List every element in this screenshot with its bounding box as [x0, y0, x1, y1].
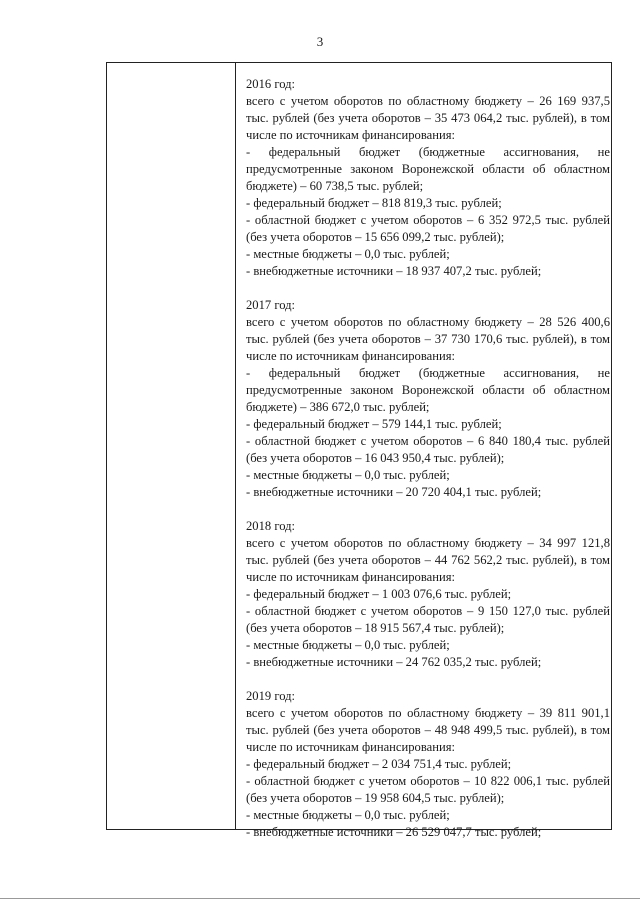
source-line: - внебюджетные источники – 18 937 407,2 тыс. рублей;	[246, 264, 542, 278]
year-block	[246, 297, 610, 501]
total-line: всего с учетом оборотов по областному бюджету – 28 526 400,6 тыс. рублей (без учета оборотов – 37 730 170,6 тыс. рублей), в том числе по источникам финансирования:	[246, 315, 610, 363]
source-line: - федеральный бюджет – 1 003 076,6 тыс. рублей;	[246, 587, 512, 601]
source-line: - федеральный бюджет – 818 819,3 тыс. рублей;	[246, 196, 502, 210]
source-line: - федеральный бюджет (бюджетные ассигнования, не предусмотренные законом Воронежской области об областном бюджете) – 386 672,0 тыс. рублей;	[246, 366, 610, 414]
column-divider	[235, 63, 236, 829]
source-line: - внебюджетные источники – 20 720 404,1 тыс. рублей;	[246, 485, 542, 499]
year-title: 2016 год:	[246, 77, 296, 91]
source-line: - местные бюджеты – 0,0 тыс. рублей;	[246, 638, 450, 652]
source-line: - местные бюджеты – 0,0 тыс. рублей;	[246, 808, 450, 822]
footer-rule	[0, 898, 640, 899]
source-line: - внебюджетные источники – 24 762 035,2 тыс. рублей;	[246, 655, 542, 669]
source-line: - областной бюджет с учетом оборотов – 10 822 006,1 тыс. рублей (без учета оборотов – 19 958 604,5 тыс. рублей);	[246, 774, 610, 805]
year-block	[246, 518, 610, 671]
year-block	[246, 76, 610, 280]
funding-table	[106, 62, 612, 839]
year-block	[246, 688, 610, 841]
source-line: - федеральный бюджет – 579 144,1 тыс. рублей;	[246, 417, 502, 431]
source-line: - местные бюджеты – 0,0 тыс. рублей;	[246, 468, 450, 482]
source-line: - местные бюджеты – 0,0 тыс. рублей;	[246, 247, 450, 261]
source-line: - внебюджетные источники – 26 529 047,7 тыс. рублей;	[246, 825, 542, 839]
source-line: - областной бюджет с учетом оборотов – 6 352 972,5 тыс. рублей (без учета оборотов – 15 656 099,2 тыс. рублей);	[246, 213, 610, 244]
year-title: 2018 год:	[246, 519, 296, 533]
source-line: - федеральный бюджет (бюджетные ассигнования, не предусмотренные законом Воронежской области об областном бюджете) – 60 738,5 тыс. рублей;	[246, 145, 610, 193]
total-line: всего с учетом оборотов по областному бюджету – 34 997 121,8 тыс. рублей (без учета оборотов – 44 762 562,2 тыс. рублей), в том числе по источникам финансирования:	[246, 536, 610, 584]
source-line: - областной бюджет с учетом оборотов – 9 150 127,0 тыс. рублей (без учета оборотов – 18 915 567,4 тыс. рублей);	[246, 604, 610, 635]
page-number: 3	[316, 34, 324, 49]
source-line: - областной бюджет с учетом оборотов – 6 840 180,4 тыс. рублей (без учета оборотов – 16 043 950,4 тыс. рублей);	[246, 434, 610, 465]
total-line: всего с учетом оборотов по областному бюджету – 26 169 937,5 тыс. рублей (без учета оборотов – 35 473 064,2 тыс. рублей), в том числе по источникам финансирования:	[246, 94, 610, 142]
source-line: - федеральный бюджет – 2 034 751,4 тыс. рублей;	[246, 757, 512, 771]
year-title: 2019 год:	[246, 689, 296, 703]
year-title: 2017 год:	[246, 298, 296, 312]
total-line: всего с учетом оборотов по областному бюджету – 39 811 901,1 тыс. рублей (без учета оборотов – 48 948 499,5 тыс. рублей), в том числе по источникам финансирования:	[246, 706, 610, 754]
funding-cell	[246, 76, 610, 841]
